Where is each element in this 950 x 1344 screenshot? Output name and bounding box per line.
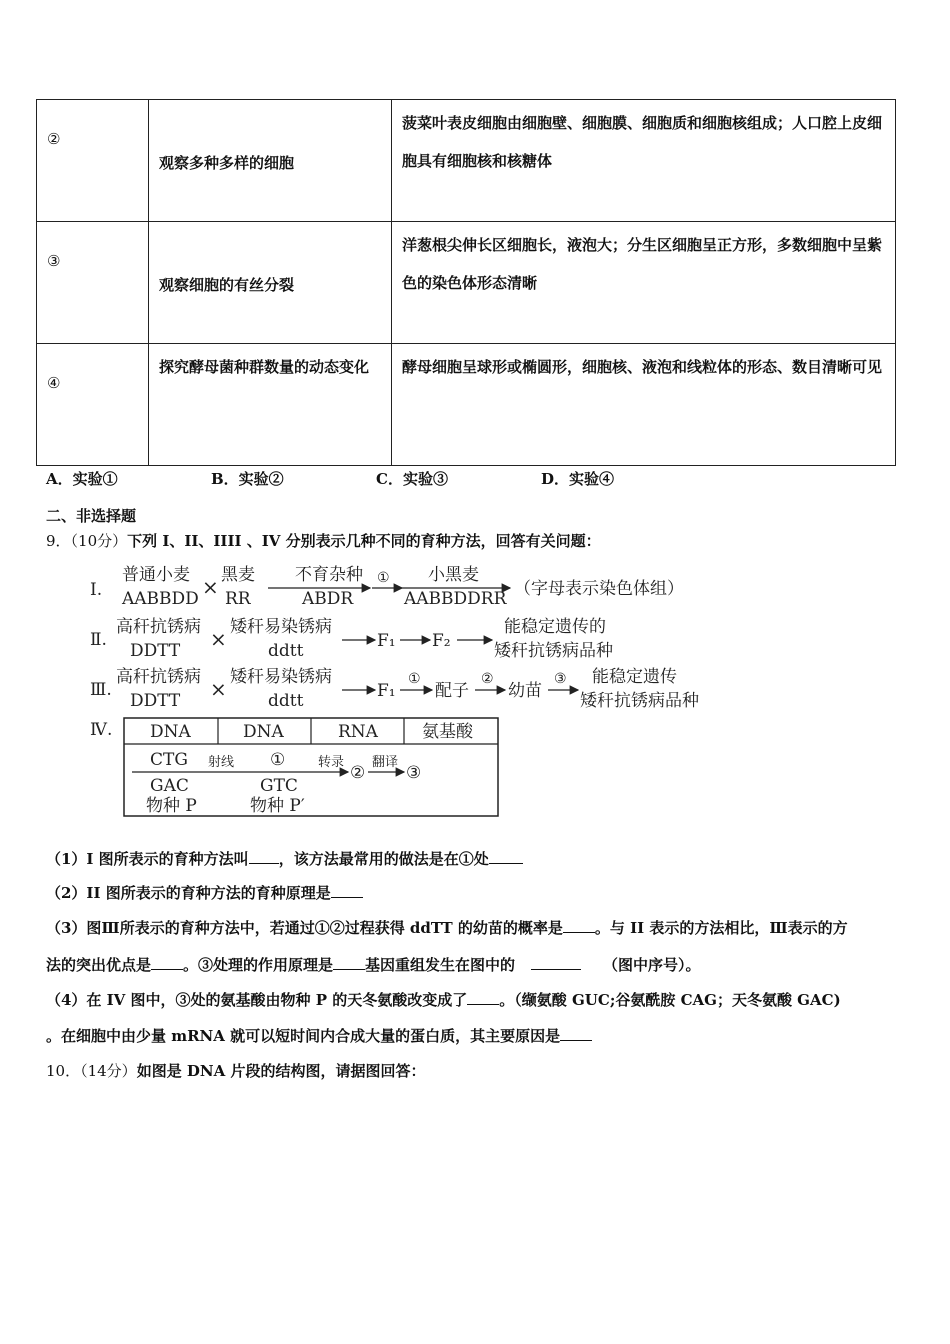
answer-blank[interactable] [467,990,499,1005]
answer-blank[interactable] [563,918,595,933]
sub-question-4-line-1: （4）在 IV 图中，③处的氨基酸由物种 P 的天冬氨酸改变成了 。（缬氨酸 GUC;谷氨酰胺 CAG；天冬氨酸 GAC) [46,991,841,1009]
header-dna-2: DNA [243,722,284,742]
parent-2-name: 黑麦 [221,565,255,585]
answer-blank[interactable] [151,955,183,970]
parent-2-genome: RR [225,589,251,609]
experiment-name: 观察多种多样的细胞 [159,154,295,172]
answer-blank[interactable] [531,955,581,970]
result-line-2: 矮秆抗锈病品种 [494,641,613,661]
row-number: ③ [47,252,61,270]
row-label-3: Ⅲ. [90,680,112,700]
question-number: 10． [46,1062,81,1080]
hybrid-name: 不育杂种 [295,565,363,585]
parent-1-trait: 高秆抗锈病 [116,667,201,687]
result-line-1: 能稳定遗传的 [504,617,606,637]
parent-1-genome: AABBDD [122,589,199,609]
answer-blank[interactable] [489,849,523,864]
sub-question-4-line-2: 。在细胞中由少量 mRNA 就可以短时间内合成大量的蛋白质，其主要原因是 [46,1025,592,1046]
row-number: ② [47,130,61,148]
answer-blank[interactable] [560,1026,592,1041]
header-amino-acid: 氨基酸 [422,722,473,742]
observation-text: 菠菜叶表皮细胞由细胞壁、细胞膜、细胞质和细胞核组成；人口腔上皮细胞具有细胞核和核糖体 [402,114,883,170]
parent-2-trait: 矮秆易染锈病 [230,667,332,687]
diagram-note: （字母表示染色体组） [514,579,684,599]
triticale-name: 小黑麦 [428,565,479,585]
parent-1-trait: 高秆抗锈病 [116,617,201,637]
row-number: ④ [47,374,61,392]
cross-symbol: × [210,627,227,651]
transcription-label: 转录 [318,755,345,770]
option-b[interactable]: B．实验② [211,470,284,488]
rna-circle: ② [350,763,366,783]
section-title: 二、非选择题 [46,507,137,525]
sub-question-3-line-2: 法的突出优点是 。③处理的作用原理是 基因重组发生在图中的 （图中序号）。 [46,956,701,974]
mutated-codon: GTC [260,776,298,796]
parent-1-name: 普通小麦 [122,565,190,585]
hybrid-genome: ABDR [302,589,354,609]
translation-label: 翻译 [372,755,399,770]
species-p-prime: 物种 P′ [250,796,305,816]
experiment-name: 观察细胞的有丝分裂 [159,276,295,294]
step-1-label: ① [377,570,390,586]
option-c[interactable]: C．实验③ [376,470,448,488]
question-score: （10分） [70,532,128,550]
cross-symbol: × [202,575,219,599]
table-row [37,222,896,344]
parent-2-trait: 矮秆易染锈病 [230,617,332,637]
amino-acid-circle: ③ [406,763,422,783]
cross-symbol: × [210,677,227,701]
row-label-2: Ⅱ. [90,630,107,650]
sub-question-1: （1）I 图所表示的育种方法叫 ，该方法最常用的做法是在①处 [46,848,523,869]
question-score: （14分） [80,1062,137,1080]
header-rna: RNA [338,722,378,742]
parent-2-genotype: ddtt [268,641,304,661]
observation-text: 酵母细胞呈球形或椭圆形，细胞核、液泡和线粒体的形态、数目清晰可见 [402,358,883,376]
question-number: 9． [46,532,71,550]
sub-question-3-line-1: （3）图Ⅲ所表示的育种方法中，若通过①②过程获得 ddTT 的幼苗的概率是 。与 II 表示的方法相比，Ⅲ表示的方 [46,919,848,937]
table-row [37,344,896,466]
answer-blank[interactable] [331,883,363,898]
question-9-stem [46,530,601,551]
experiment-name: 探究酵母菌种群数量的动态变化 [159,358,370,376]
radiation-label: 射线 [208,755,235,770]
question-stem: 下列 I、II、IIII 、IV 分别表示几种不同的育种方法，回答有关问题： [127,532,601,550]
step-3-label: ③ [554,671,567,687]
step-1-label: ① [408,671,421,687]
triticale-genome: AABBDDRR [404,589,507,609]
seedling-label: 幼苗 [508,681,542,701]
mutated-circle: ① [270,750,286,770]
result-line-2: 矮秆抗锈病品种 [580,691,699,711]
parent-1-genotype: DDTT [130,691,181,711]
option-a[interactable]: A．实验① [46,470,118,488]
row-label-4: Ⅳ. [90,720,113,740]
step-2-label: ② [481,671,494,687]
result-line-1: 能稳定遗传 [592,667,677,687]
gamete-label: 配子 [435,681,469,701]
experiment-table [36,99,896,466]
header-dna-1: DNA [150,722,191,742]
answer-options [46,468,614,489]
answer-blank[interactable] [333,955,365,970]
question-10-stem [46,1060,426,1081]
f2-label: F₂ [432,631,451,651]
parent-2-genotype: ddtt [268,691,304,711]
codon-bottom: GAC [150,776,189,796]
option-d[interactable]: D．实验④ [541,470,615,488]
row-label-1: Ⅰ. [90,580,103,600]
answer-blank[interactable] [249,849,279,864]
sub-question-2: （2）II 图所表示的育种方法的育种原理是 [46,882,363,903]
observation-text: 洋葱根尖伸长区细胞长，液泡大；分生区细胞呈正方形，多数细胞中呈紫色的染色体形态清晰 [402,236,883,292]
f1-label: F₁ [377,631,396,651]
question-stem: 如图是 DNA 片段的结构图，请据图回答： [136,1062,426,1080]
f1-label: F₁ [377,681,396,701]
species-p: 物种 P [146,796,197,816]
breeding-diagram [80,560,720,822]
codon-top: CTG [150,750,188,770]
table-row [37,100,896,222]
parent-1-genotype: DDTT [130,641,181,661]
